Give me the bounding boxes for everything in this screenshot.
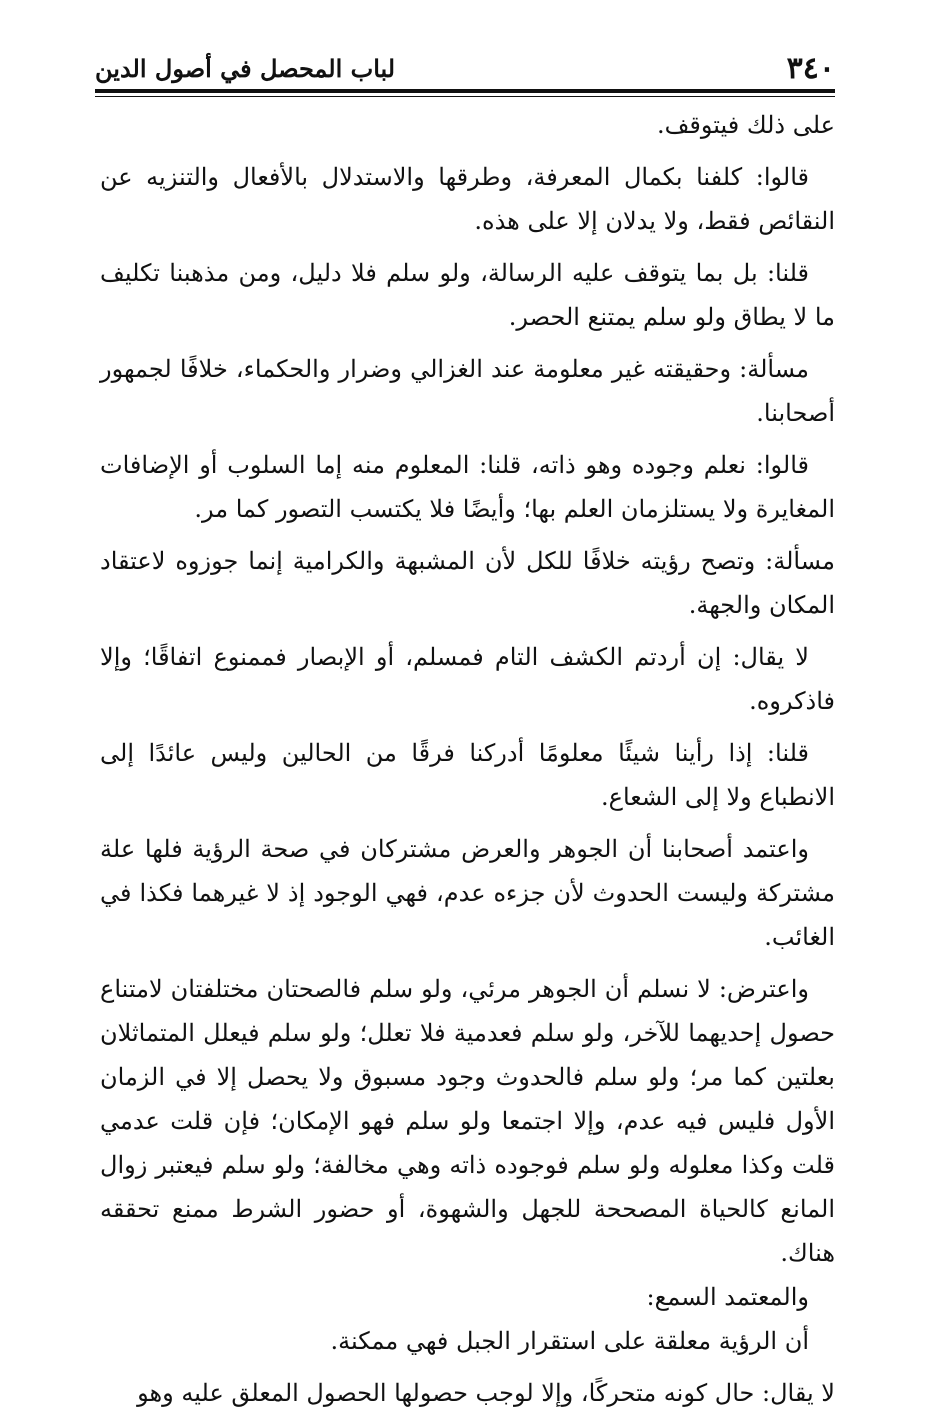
paragraph: أن الرؤية معلقة على استقرار الجبل فهي ممكنة. [330, 1327, 809, 1355]
paragraph: قلنا: بل بما يتوقف عليه الرسالة، ولو سلم فلا دليل، ومن مذهبنا تكليف ما لا يطاق ولو سلم يمتنع الحصر. [100, 259, 835, 331]
body-text [100, 103, 835, 1423]
paragraph: لا يقال: إن أردتم الكشف التام فمسلم، أو الإبصار فممنوع اتفاقًا؛ وإلا فاذكروه. [100, 643, 835, 715]
paragraph: واعترض: لا نسلم أن الجوهر مرئي، ولو سلم فالصحتان مختلفتان لامتناع حصول إحديهما للآخر، ولو سلم فعدمية فلا تعلل؛ ولو سلم فيعلل المتماثلان بعلتين كما مر؛ ولو سلم فالحدوث وجود مسبوق ولا يحصل إلا في الزمان الأول فليس فيه عدم، وإلا اجتمعا ولو سلم فهو الإمكان؛ فإن قلت عدمي قلت وكذا معلوله ولو سلم فوجوده ذاته وهي مخالفة؛ ولو سلم فيعتبر زوال المانع كالحياة المصححة للجهل والشهوة، أو حضور الشرط ممنع تحققه هناك. [100, 975, 835, 1267]
header-rule-thin [95, 96, 835, 97]
paragraph: والمعتمد السمع: [646, 1283, 809, 1311]
paragraph: مسألة: وتصح رؤيته خلافًا للكل لأن المشبهة والكرامية إنما جوزوه لاعتقاد المكان والجهة. [100, 547, 835, 619]
paragraph: قالوا: كلفنا بكمال المعرفة، وطرقها والاستدلال بالأفعال والتنزيه عن النقائص فقط، ولا يدلان إلا على هذه. [100, 163, 835, 235]
paragraph: على ذلك فيتوقف. [656, 111, 835, 139]
running-title: لباب المحصل في أصول الدين [95, 54, 396, 83]
header-rule-thick [95, 89, 835, 93]
paragraph: قلنا: إذا رأينا شيئًا معلومًا أدركنا فرقًا من الحالين وليس عائدًا إلى الانطباع ولا إلى الشعاع. [100, 739, 835, 811]
page-number: ٣٤٠ [786, 51, 835, 86]
page-header [95, 50, 835, 92]
paragraph: واعتمد أصحابنا أن الجوهر والعرض مشتركان في صحة الرؤية فلها علة مشتركة وليست الحدوث لأن جزءه عدم، فهي الوجود إذ لا غيرهما فكذا في الغائب. [100, 835, 835, 951]
paragraph: لا يقال: حال كونه متحركًا، وإلا لوجب حصولها الحصول المعلق عليه وهو [137, 1379, 835, 1407]
paragraph: مسألة: وحقيقته غير معلومة عند الغزالي وضرار والحكماء، خلافًا لجمهور أصحابنا. [100, 355, 835, 427]
paragraph: قالوا: نعلم وجوده وهو ذاته، قلنا: المعلوم منه إما السلوب أو الإضافات المغايرة ولا يستلزمان العلم بها؛ وأيضًا فلا يكتسب التصور كما مر. [100, 451, 835, 523]
